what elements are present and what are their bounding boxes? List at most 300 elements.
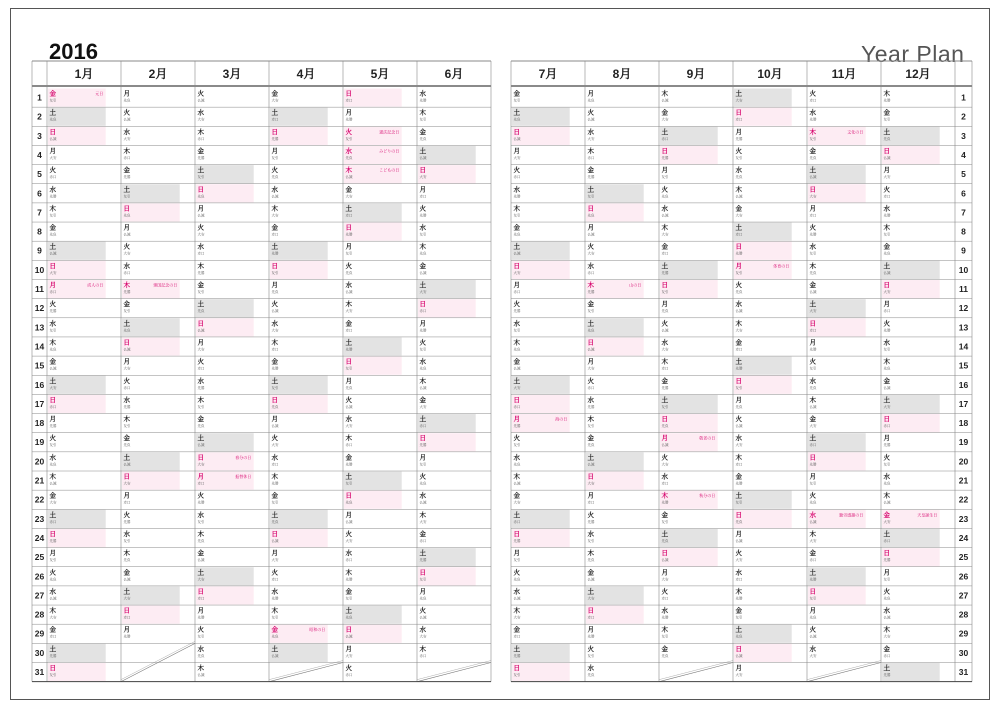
rokuyo-label: 大安 — [123, 366, 131, 371]
month-header: 12月 — [905, 67, 931, 81]
rokuyo-label: 友引 — [513, 98, 521, 103]
weekday-label: 木 — [587, 549, 594, 558]
rokuyo-label: 先負 — [883, 366, 891, 371]
weekday-label: 月 — [809, 606, 816, 615]
weekday-label: 金 — [513, 89, 520, 98]
rokuyo-label: 先負 — [587, 673, 595, 677]
weekday-label: 火 — [123, 510, 130, 519]
rokuyo-label: 友引 — [271, 270, 279, 275]
rokuyo-label: 先勝 — [513, 653, 521, 658]
weekday-label: 土 — [735, 625, 742, 634]
day-number: 13 — [958, 322, 969, 333]
weekday-label: 金 — [271, 625, 278, 634]
rokuyo-label: 仏滅 — [809, 290, 817, 294]
rokuyo-label: 先勝 — [123, 404, 131, 409]
holiday-name: 山の日 — [629, 282, 642, 288]
rokuyo-label: 仏滅 — [123, 117, 131, 122]
day-number: 17 — [958, 398, 969, 409]
weekday-label: 木 — [661, 223, 668, 232]
rokuyo-label: 友引 — [809, 136, 817, 141]
rokuyo-label: 先負 — [735, 404, 743, 409]
rokuyo-label: 友引 — [661, 634, 669, 639]
rokuyo-label: 友引 — [513, 443, 521, 448]
weekday-label: 土 — [419, 281, 426, 289]
weekday-label: 月 — [735, 127, 742, 136]
day-number: 27 — [958, 590, 969, 601]
rokuyo-label: 先勝 — [345, 577, 353, 582]
saturday-cell — [660, 395, 718, 413]
holiday-cell — [344, 357, 402, 375]
weekday-label: 土 — [735, 223, 742, 232]
day-number: 3 — [37, 130, 42, 141]
holiday-cell — [586, 337, 644, 355]
weekday-label: 土 — [419, 146, 426, 155]
day-number: 30 — [34, 647, 45, 658]
rokuyo-label: 仏滅 — [419, 155, 427, 160]
rokuyo-label: 先勝 — [123, 290, 131, 294]
weekday-label: 火 — [419, 606, 426, 615]
rokuyo-label: 仏滅 — [419, 385, 427, 390]
rokuyo-label: 先負 — [345, 500, 353, 505]
weekday-label: 土 — [271, 108, 278, 117]
rokuyo-label: 友引 — [49, 673, 57, 677]
rokuyo-label: 仏滅 — [661, 328, 669, 333]
weekday-label: 火 — [661, 185, 668, 194]
weekday-label: 日 — [419, 300, 426, 309]
calendar-grid — [11, 9, 989, 699]
rokuyo-label: 大安 — [513, 270, 521, 275]
rokuyo-label: 仏滅 — [883, 270, 891, 275]
weekday-label: 木 — [271, 472, 278, 481]
rokuyo-label: 先勝 — [123, 175, 131, 180]
rokuyo-label: 友引 — [49, 213, 57, 218]
rokuyo-label: 大安 — [587, 251, 595, 256]
holiday-cell — [808, 184, 866, 202]
rokuyo-label: 先勝 — [809, 232, 817, 237]
rokuyo-label: 先勝 — [345, 117, 353, 122]
weekday-label: 火 — [587, 108, 594, 117]
holiday-cell — [734, 108, 792, 126]
holiday-name: 体育の日 — [773, 263, 790, 269]
rokuyo-label: 先負 — [197, 424, 205, 429]
day-number: 18 — [958, 418, 969, 429]
weekday-label: 火 — [513, 166, 520, 175]
weekday-label: 月 — [271, 146, 278, 155]
rokuyo-label: 先勝 — [513, 424, 521, 429]
saturday-cell — [270, 242, 328, 260]
saturday-cell — [734, 625, 792, 643]
rokuyo-label: 仏滅 — [513, 251, 521, 256]
weekday-label: 金 — [345, 587, 352, 596]
rokuyo-label: 赤口 — [735, 117, 743, 122]
rokuyo-label: 赤口 — [809, 213, 817, 218]
saturday-cell — [122, 184, 180, 202]
day-number: 25 — [958, 552, 969, 563]
weekday-label: 火 — [49, 300, 56, 309]
weekday-label: 月 — [513, 146, 520, 155]
weekday-label: 日 — [49, 127, 56, 136]
rokuyo-label: 友引 — [123, 194, 131, 199]
rokuyo-label: 赤口 — [587, 155, 595, 160]
weekday-label: 金 — [345, 185, 352, 194]
rokuyo-label: 先勝 — [197, 385, 205, 390]
holiday-name: 春分の日 — [235, 454, 252, 460]
rokuyo-label: 先負 — [271, 175, 279, 180]
weekday-label: 月 — [809, 204, 816, 213]
holiday-cell — [586, 472, 644, 490]
rokuyo-label: 赤口 — [419, 194, 427, 199]
rokuyo-label: 大安 — [809, 538, 817, 543]
rokuyo-label: 先負 — [49, 232, 57, 237]
day-number: 16 — [958, 379, 969, 390]
rokuyo-label: 仏滅 — [197, 673, 205, 677]
rokuyo-label: 大安 — [513, 155, 521, 160]
rokuyo-label: 友引 — [345, 251, 353, 256]
rokuyo-label: 先負 — [49, 577, 57, 582]
rokuyo-label: 先勝 — [809, 347, 817, 352]
holiday-name: 昭和の日 — [309, 627, 326, 633]
rokuyo-label: 赤口 — [197, 366, 205, 371]
rokuyo-label: 先勝 — [345, 347, 353, 352]
rokuyo-label: 先負 — [197, 309, 205, 314]
weekday-label: 土 — [883, 127, 890, 136]
day-number: 21 — [34, 475, 45, 486]
rokuyo-label: 先勝 — [419, 98, 427, 103]
day-number: 21 — [958, 475, 969, 486]
saturday-cell — [586, 586, 644, 604]
weekday-label: 金 — [513, 491, 520, 500]
rokuyo-label: 赤口 — [661, 251, 669, 256]
holiday-cell — [512, 663, 570, 681]
rokuyo-label: 仏滅 — [735, 538, 743, 543]
day-number: 10 — [34, 264, 45, 275]
day-number: 2 — [961, 111, 966, 122]
rokuyo-label: 友引 — [271, 155, 279, 160]
day-number: 7 — [961, 207, 966, 218]
holiday-cell — [882, 280, 940, 298]
weekday-label: 土 — [345, 472, 352, 481]
holiday-cell — [586, 203, 644, 221]
holiday-cell — [734, 242, 792, 260]
saturday-cell — [344, 203, 402, 221]
month-header: 11月 — [831, 67, 857, 81]
weekday-label: 月 — [271, 281, 278, 289]
holiday-name: 秋分の日 — [699, 493, 716, 499]
rokuyo-label: 大安 — [883, 175, 891, 180]
holiday-name: こどもの日 — [379, 167, 400, 173]
rokuyo-label: 先勝 — [661, 270, 669, 275]
saturday-cell — [808, 165, 866, 183]
rokuyo-label: 先勝 — [197, 270, 205, 275]
rokuyo-label: 先勝 — [345, 232, 353, 237]
weekday-label: 日 — [123, 338, 130, 347]
weekday-label: 火 — [345, 529, 352, 538]
weekday-label: 土 — [661, 127, 668, 136]
weekday-label: 金 — [271, 223, 278, 232]
rokuyo-label: 先勝 — [271, 251, 279, 256]
day-number: 23 — [34, 513, 45, 524]
weekday-label: 金 — [123, 300, 130, 309]
rokuyo-label: 先勝 — [587, 404, 595, 409]
weekday-label: 金 — [809, 415, 816, 424]
weekday-label: 月 — [883, 300, 890, 309]
weekday-label: 火 — [883, 587, 890, 596]
day-number: 1 — [37, 92, 42, 103]
day-number: 28 — [34, 609, 45, 620]
weekday-label: 木 — [419, 644, 426, 653]
rokuyo-label: 先勝 — [809, 462, 817, 467]
day-number: 8 — [961, 226, 966, 237]
rokuyo-label: 大安 — [735, 558, 743, 563]
weekday-label: 日 — [513, 395, 520, 404]
rokuyo-label: 赤口 — [587, 270, 595, 275]
rokuyo-label: 先負 — [587, 328, 595, 333]
month-header: 3月 — [222, 67, 242, 81]
holiday-cell — [344, 89, 402, 107]
weekday-label: 木 — [419, 510, 426, 519]
day-number: 26 — [34, 571, 45, 582]
weekday-label: 金 — [49, 223, 56, 232]
rokuyo-label: 赤口 — [587, 500, 595, 505]
rokuyo-label: 大安 — [883, 634, 891, 639]
weekday-label: 金 — [419, 261, 426, 270]
weekday-label: 水 — [419, 89, 426, 98]
weekday-label: 木 — [419, 108, 426, 117]
rokuyo-label: 先勝 — [271, 596, 279, 601]
weekday-label: 土 — [513, 644, 520, 653]
weekday-label: 土 — [123, 587, 130, 596]
rokuyo-label: 先負 — [587, 443, 595, 448]
weekday-label: 木 — [735, 185, 742, 194]
holiday-cell — [196, 184, 254, 202]
rokuyo-label: 先勝 — [197, 500, 205, 505]
rokuyo-label: 友引 — [49, 558, 57, 563]
rokuyo-label: 仏滅 — [345, 175, 353, 180]
rokuyo-label: 先勝 — [271, 481, 279, 486]
rokuyo-label: 赤口 — [883, 194, 891, 199]
holiday-cell — [512, 127, 570, 145]
weekday-label: 木 — [883, 491, 890, 500]
day-number: 30 — [958, 647, 969, 658]
saturday-cell — [586, 318, 644, 336]
weekday-label: 月 — [123, 625, 130, 634]
saturday-cell — [512, 242, 570, 260]
weekday-label: 金 — [735, 204, 742, 213]
weekday-label: 月 — [345, 242, 352, 251]
weekday-label: 日 — [735, 644, 742, 653]
weekday-label: 木 — [197, 395, 204, 404]
weekday-label: 水 — [49, 185, 56, 194]
weekday-label: 月 — [513, 415, 520, 424]
rokuyo-label: 大安 — [271, 328, 279, 333]
weekday-label: 日 — [271, 529, 278, 538]
day-number: 4 — [37, 149, 42, 160]
weekday-label: 土 — [809, 166, 816, 175]
saturday-cell — [344, 337, 402, 355]
weekday-label: 水 — [345, 415, 352, 424]
saturday-cell — [882, 261, 940, 279]
weekday-label: 火 — [271, 434, 278, 443]
empty-day-strike — [417, 663, 491, 682]
rokuyo-label: 大安 — [49, 155, 57, 160]
rokuyo-label: 先負 — [197, 538, 205, 543]
weekday-label: 日 — [271, 395, 278, 404]
weekday-label: 土 — [735, 89, 742, 98]
rokuyo-label: 先勝 — [883, 98, 891, 103]
day-number: 4 — [961, 149, 966, 160]
rokuyo-label: 先負 — [809, 385, 817, 390]
day-number: 6 — [37, 188, 42, 199]
weekday-label: 金 — [587, 300, 594, 309]
rokuyo-label: 赤口 — [123, 615, 131, 620]
saturday-cell — [512, 644, 570, 662]
weekday-label: 火 — [661, 453, 668, 462]
rokuyo-label: 友引 — [809, 366, 817, 371]
weekday-label: 日 — [123, 472, 130, 481]
holiday-cell — [270, 395, 328, 413]
rokuyo-label: 赤口 — [809, 98, 817, 103]
rokuyo-label: 大安 — [123, 251, 131, 256]
rokuyo-label: 赤口 — [49, 175, 57, 180]
rokuyo-label: 仏滅 — [271, 309, 279, 314]
weekday-label: 日 — [419, 166, 426, 175]
rokuyo-label: 赤口 — [197, 596, 205, 601]
rokuyo-label: 先勝 — [661, 615, 669, 620]
holiday-cell — [270, 127, 328, 145]
rokuyo-label: 先勝 — [587, 634, 595, 639]
rokuyo-label: 大安 — [661, 347, 669, 352]
weekday-label: 火 — [197, 357, 204, 366]
rokuyo-label: 赤口 — [345, 213, 353, 218]
saturday-cell — [122, 318, 180, 336]
rokuyo-label: 先負 — [513, 232, 521, 237]
day-number: 25 — [34, 552, 45, 563]
weekday-label: 日 — [197, 587, 204, 596]
holiday-name: みどりの日 — [379, 148, 400, 154]
holiday-cell — [122, 606, 180, 624]
weekday-label: 火 — [419, 338, 426, 347]
holiday-cell — [344, 625, 402, 643]
rokuyo-label: 先負 — [735, 290, 743, 294]
weekday-label: 水 — [345, 146, 352, 155]
holiday-cell — [808, 452, 866, 470]
holiday-cell — [48, 395, 106, 413]
holiday-name: 勤労感謝の日 — [839, 512, 864, 518]
weekday-label: 火 — [809, 625, 816, 634]
rokuyo-label: 大安 — [661, 577, 669, 582]
day-number: 29 — [958, 628, 969, 639]
day-number: 14 — [958, 341, 969, 352]
weekday-label: 木 — [735, 319, 742, 328]
rokuyo-label: 先勝 — [419, 213, 427, 218]
weekday-label: 月 — [513, 281, 520, 289]
rokuyo-label: 仏滅 — [419, 615, 427, 620]
weekday-label: 火 — [123, 108, 130, 117]
rokuyo-label: 大安 — [197, 462, 205, 467]
weekday-label: 土 — [883, 261, 890, 270]
rokuyo-label: 先勝 — [661, 155, 669, 160]
weekday-label: 水 — [809, 510, 816, 519]
weekday-label: 水 — [883, 204, 890, 213]
weekday-label: 金 — [123, 166, 130, 175]
weekday-label: 火 — [271, 300, 278, 309]
weekday-label: 木 — [123, 146, 130, 155]
day-number: 3 — [961, 130, 966, 141]
weekday-label: 金 — [587, 166, 594, 175]
weekday-label: 日 — [123, 204, 130, 213]
holiday-cell — [734, 376, 792, 394]
rokuyo-label: 仏滅 — [587, 462, 595, 467]
weekday-label: 火 — [883, 185, 890, 194]
holiday-cell — [512, 529, 570, 547]
day-number: 18 — [34, 418, 45, 429]
weekday-label: 火 — [419, 204, 426, 213]
rokuyo-label: 赤口 — [883, 653, 891, 658]
rokuyo-label: 友引 — [345, 481, 353, 486]
weekday-label: 日 — [345, 89, 352, 98]
day-number: 20 — [34, 456, 45, 467]
rokuyo-label: 友引 — [271, 615, 279, 620]
weekday-label: 水 — [735, 568, 742, 577]
rokuyo-label: 先勝 — [735, 596, 743, 601]
weekday-label: 月 — [345, 644, 352, 653]
weekday-label: 月 — [197, 204, 204, 213]
weekday-label: 火 — [49, 434, 56, 443]
rokuyo-label: 先勝 — [735, 366, 743, 371]
weekday-label: 金 — [345, 453, 352, 462]
rokuyo-label: 先勝 — [123, 519, 131, 524]
weekday-label: 水 — [419, 625, 426, 634]
day-number: 7 — [37, 207, 42, 218]
weekday-label: 月 — [419, 587, 426, 596]
month-header: 2月 — [148, 67, 168, 81]
rokuyo-label: 先負 — [197, 194, 205, 199]
weekday-label: 金 — [809, 549, 816, 558]
rokuyo-label: 先勝 — [271, 136, 279, 141]
rokuyo-label: 先勝 — [197, 155, 205, 160]
rokuyo-label: 先負 — [809, 270, 817, 275]
rokuyo-label: 仏滅 — [345, 290, 353, 294]
rokuyo-label: 友引 — [735, 500, 743, 505]
holiday-cell — [660, 548, 718, 566]
weekday-label: 火 — [883, 319, 890, 328]
weekday-label: 金 — [735, 338, 742, 347]
rokuyo-label: 大安 — [271, 558, 279, 563]
rokuyo-label: 赤口 — [49, 290, 57, 294]
rokuyo-label: 大安 — [587, 596, 595, 601]
saturday-cell — [122, 586, 180, 604]
rokuyo-label: 赤口 — [513, 519, 521, 524]
weekday-label: 土 — [49, 510, 56, 519]
weekday-label: 日 — [345, 223, 352, 232]
rokuyo-label: 仏滅 — [271, 653, 279, 658]
saturday-cell — [512, 510, 570, 528]
rokuyo-label: 友引 — [661, 175, 669, 180]
weekday-label: 土 — [661, 395, 668, 404]
weekday-label: 水 — [123, 395, 130, 404]
weekday-label: 金 — [587, 434, 594, 443]
rokuyo-label: 先勝 — [271, 366, 279, 371]
rokuyo-label: 仏滅 — [271, 424, 279, 429]
weekday-label: 土 — [197, 166, 204, 175]
rokuyo-label: 先勝 — [661, 500, 669, 505]
rokuyo-label: 仏滅 — [419, 270, 427, 275]
holiday-cell — [660, 414, 718, 432]
day-number: 12 — [958, 303, 969, 314]
rokuyo-label: 赤口 — [345, 558, 353, 563]
weekday-label: 水 — [271, 587, 278, 596]
holiday-cell — [48, 529, 106, 547]
